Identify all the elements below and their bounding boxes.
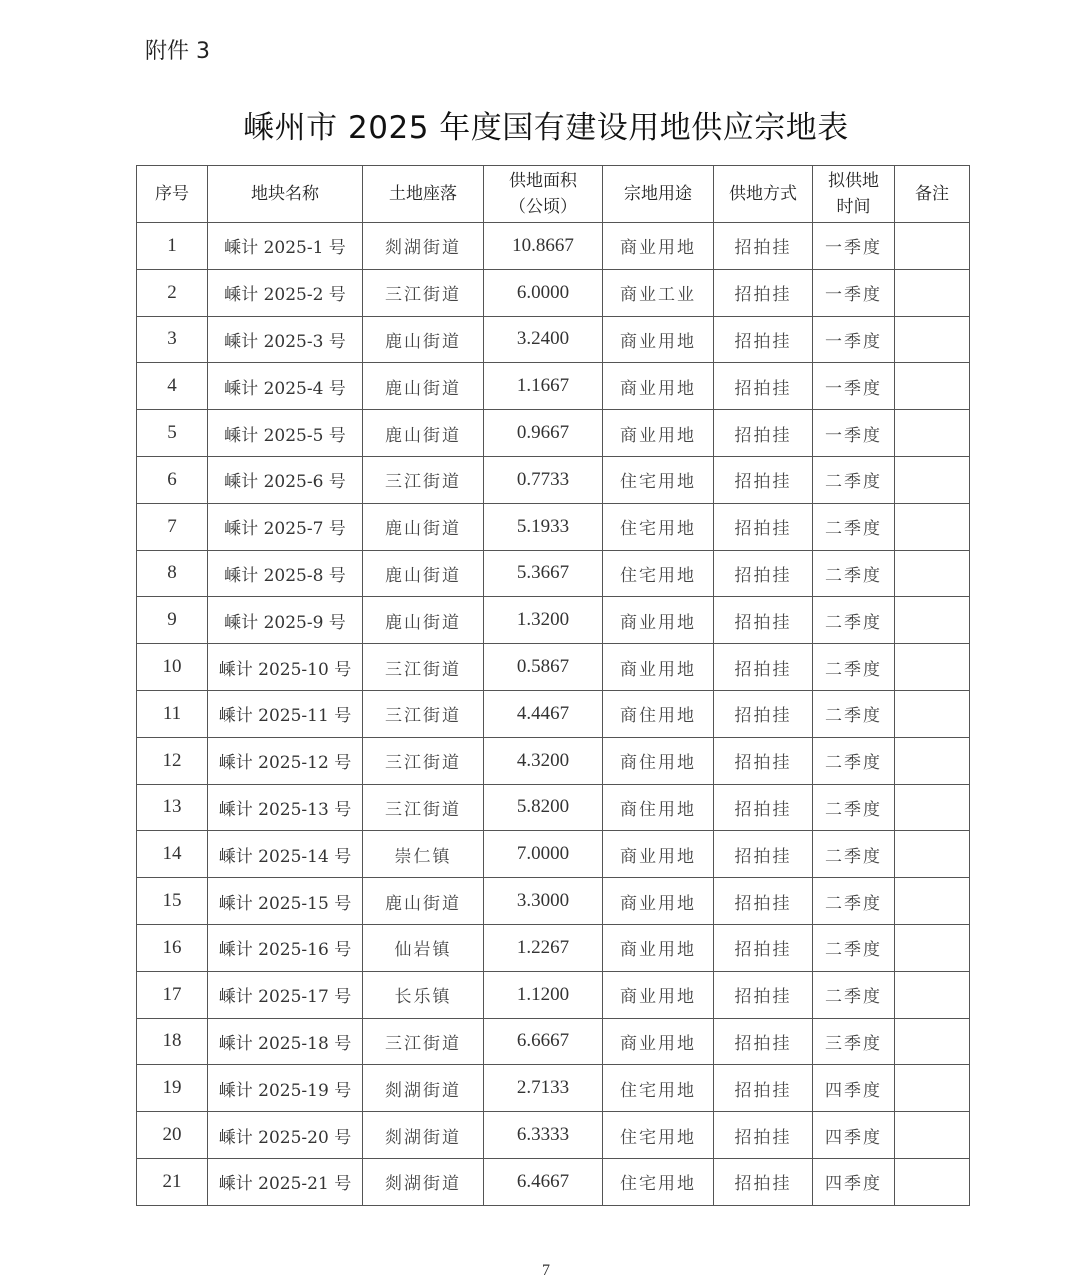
header-area-line1: 供地面积	[509, 171, 577, 191]
cell-plot-name: 嵊计 2025-3 号	[208, 316, 363, 363]
cell-remarks	[895, 503, 970, 550]
table-row	[137, 597, 970, 644]
cell-seq: 8	[137, 550, 208, 597]
cell-location: 三江街道	[363, 690, 484, 737]
cell-remarks	[895, 410, 970, 457]
table-row	[137, 644, 970, 691]
cell-seq: 6	[137, 456, 208, 503]
cell-location: 三江街道	[363, 269, 484, 316]
cell-method: 招拍挂	[714, 1112, 813, 1159]
cell-plot-name: 嵊计 2025-15 号	[208, 878, 363, 925]
cell-area: 0.5867	[484, 644, 603, 691]
cell-location: 鹿山街道	[363, 316, 484, 363]
cell-usage: 商业用地	[603, 971, 714, 1018]
cell-plot-name: 嵊计 2025-8 号	[208, 550, 363, 597]
cell-supply-time: 四季度	[813, 1158, 895, 1205]
cell-supply-time: 二季度	[813, 550, 895, 597]
table-row	[137, 410, 970, 457]
cell-seq: 16	[137, 924, 208, 971]
table-row	[137, 550, 970, 597]
cell-remarks	[895, 831, 970, 878]
cell-supply-time: 二季度	[813, 503, 895, 550]
table-row	[137, 503, 970, 550]
cell-seq: 4	[137, 363, 208, 410]
cell-method: 招拍挂	[714, 456, 813, 503]
cell-usage: 商业工业	[603, 269, 714, 316]
cell-area: 5.3667	[484, 550, 603, 597]
cell-method: 招拍挂	[714, 1018, 813, 1065]
cell-remarks	[895, 737, 970, 784]
cell-plot-name: 嵊计 2025-4 号	[208, 363, 363, 410]
cell-plot-name: 嵊计 2025-17 号	[208, 971, 363, 1018]
cell-area: 5.1933	[484, 503, 603, 550]
cell-area: 5.8200	[484, 784, 603, 831]
cell-seq: 21	[137, 1158, 208, 1205]
cell-remarks	[895, 456, 970, 503]
cell-usage: 商住用地	[603, 737, 714, 784]
cell-supply-time: 二季度	[813, 690, 895, 737]
cell-location: 长乐镇	[363, 971, 484, 1018]
header-location: 土地座落	[363, 166, 484, 223]
cell-plot-name: 嵊计 2025-9 号	[208, 597, 363, 644]
header-area-line2: （公顷）	[509, 197, 577, 217]
cell-method: 招拍挂	[714, 690, 813, 737]
cell-remarks	[895, 1112, 970, 1159]
cell-usage: 住宅用地	[603, 1158, 714, 1205]
cell-seq: 1	[137, 223, 208, 270]
table-row	[137, 831, 970, 878]
cell-usage: 商住用地	[603, 690, 714, 737]
cell-location: 仙岩镇	[363, 924, 484, 971]
cell-area: 7.0000	[484, 831, 603, 878]
table-row	[137, 784, 970, 831]
cell-area: 6.3333	[484, 1112, 603, 1159]
cell-usage: 商业用地	[603, 831, 714, 878]
cell-plot-name: 嵊计 2025-21 号	[208, 1158, 363, 1205]
cell-supply-time: 一季度	[813, 316, 895, 363]
attachment-label: 附件 3	[145, 39, 210, 64]
cell-usage: 商业用地	[603, 316, 714, 363]
header-seq: 序号	[137, 166, 208, 223]
cell-usage: 商业用地	[603, 924, 714, 971]
cell-plot-name: 嵊计 2025-19 号	[208, 1065, 363, 1112]
table-row	[137, 1018, 970, 1065]
cell-location: 崇仁镇	[363, 831, 484, 878]
cell-location: 剡湖街道	[363, 1158, 484, 1205]
cell-supply-time: 二季度	[813, 971, 895, 1018]
table-row	[137, 971, 970, 1018]
cell-location: 三江街道	[363, 737, 484, 784]
cell-area: 3.2400	[484, 316, 603, 363]
cell-method: 招拍挂	[714, 1065, 813, 1112]
cell-area: 1.2267	[484, 924, 603, 971]
cell-usage: 商住用地	[603, 784, 714, 831]
cell-remarks	[895, 1065, 970, 1112]
cell-location: 鹿山街道	[363, 597, 484, 644]
table-row	[137, 456, 970, 503]
cell-plot-name: 嵊计 2025-11 号	[208, 690, 363, 737]
cell-supply-time: 四季度	[813, 1065, 895, 1112]
table-body	[137, 223, 970, 1206]
land-supply-table	[136, 165, 970, 1206]
cell-plot-name: 嵊计 2025-2 号	[208, 269, 363, 316]
cell-location: 鹿山街道	[363, 550, 484, 597]
cell-area: 1.3200	[484, 597, 603, 644]
cell-location: 剡湖街道	[363, 1112, 484, 1159]
cell-seq: 2	[137, 269, 208, 316]
cell-area: 1.1667	[484, 363, 603, 410]
cell-method: 招拍挂	[714, 503, 813, 550]
table-header-row	[137, 166, 970, 223]
cell-plot-name: 嵊计 2025-13 号	[208, 784, 363, 831]
cell-remarks	[895, 644, 970, 691]
cell-remarks	[895, 597, 970, 644]
header-method: 供地方式	[714, 166, 813, 223]
cell-supply-time: 二季度	[813, 597, 895, 644]
cell-location: 三江街道	[363, 1018, 484, 1065]
cell-usage: 住宅用地	[603, 456, 714, 503]
cell-seq: 14	[137, 831, 208, 878]
cell-area: 6.0000	[484, 269, 603, 316]
cell-area: 4.3200	[484, 737, 603, 784]
cell-seq: 3	[137, 316, 208, 363]
header-time-line1: 拟供地	[828, 171, 879, 191]
cell-method: 招拍挂	[714, 269, 813, 316]
table-row	[137, 363, 970, 410]
cell-seq: 20	[137, 1112, 208, 1159]
cell-plot-name: 嵊计 2025-10 号	[208, 644, 363, 691]
cell-location: 三江街道	[363, 456, 484, 503]
document-title: 嵊州市 2025 年度国有建设用地供应宗地表	[243, 110, 849, 146]
header-area	[484, 166, 603, 223]
cell-usage: 住宅用地	[603, 503, 714, 550]
cell-method: 招拍挂	[714, 737, 813, 784]
cell-seq: 9	[137, 597, 208, 644]
cell-area: 3.3000	[484, 878, 603, 925]
cell-location: 鹿山街道	[363, 410, 484, 457]
cell-seq: 11	[137, 690, 208, 737]
cell-remarks	[895, 924, 970, 971]
cell-seq: 15	[137, 878, 208, 925]
header-time-line2: 时间	[836, 197, 871, 217]
cell-supply-time: 二季度	[813, 737, 895, 784]
table-row	[137, 269, 970, 316]
header-usage: 宗地用途	[603, 166, 714, 223]
cell-usage: 商业用地	[603, 410, 714, 457]
cell-usage: 商业用地	[603, 363, 714, 410]
cell-usage: 住宅用地	[603, 550, 714, 597]
cell-method: 招拍挂	[714, 971, 813, 1018]
cell-remarks	[895, 690, 970, 737]
cell-plot-name: 嵊计 2025-6 号	[208, 456, 363, 503]
cell-plot-name: 嵊计 2025-12 号	[208, 737, 363, 784]
cell-supply-time: 二季度	[813, 831, 895, 878]
table-row	[137, 1112, 970, 1159]
table-row	[137, 316, 970, 363]
cell-seq: 18	[137, 1018, 208, 1065]
cell-supply-time: 一季度	[813, 223, 895, 270]
cell-usage: 商业用地	[603, 644, 714, 691]
cell-plot-name: 嵊计 2025-16 号	[208, 924, 363, 971]
cell-method: 招拍挂	[714, 363, 813, 410]
cell-area: 2.7133	[484, 1065, 603, 1112]
cell-supply-time: 二季度	[813, 644, 895, 691]
cell-location: 三江街道	[363, 784, 484, 831]
cell-plot-name: 嵊计 2025-20 号	[208, 1112, 363, 1159]
cell-method: 招拍挂	[714, 223, 813, 270]
cell-remarks	[895, 971, 970, 1018]
cell-seq: 12	[137, 737, 208, 784]
cell-method: 招拍挂	[714, 784, 813, 831]
cell-location: 剡湖街道	[363, 1065, 484, 1112]
table-row	[137, 223, 970, 270]
cell-plot-name: 嵊计 2025-7 号	[208, 503, 363, 550]
cell-remarks	[895, 1158, 970, 1205]
cell-remarks	[895, 878, 970, 925]
cell-supply-time: 二季度	[813, 456, 895, 503]
cell-seq: 13	[137, 784, 208, 831]
table-row	[137, 1065, 970, 1112]
cell-supply-time: 四季度	[813, 1112, 895, 1159]
page-number: 7	[542, 1262, 550, 1279]
table-row	[137, 690, 970, 737]
table-row	[137, 924, 970, 971]
cell-area: 0.7733	[484, 456, 603, 503]
cell-usage: 住宅用地	[603, 1112, 714, 1159]
cell-area: 6.4667	[484, 1158, 603, 1205]
cell-location: 三江街道	[363, 644, 484, 691]
cell-supply-time: 二季度	[813, 924, 895, 971]
cell-supply-time: 一季度	[813, 410, 895, 457]
header-name: 地块名称	[208, 166, 363, 223]
table-row	[137, 1158, 970, 1205]
cell-remarks	[895, 784, 970, 831]
cell-location: 剡湖街道	[363, 223, 484, 270]
cell-location: 鹿山街道	[363, 363, 484, 410]
cell-method: 招拍挂	[714, 597, 813, 644]
cell-method: 招拍挂	[714, 410, 813, 457]
cell-area: 4.4467	[484, 690, 603, 737]
cell-location: 鹿山街道	[363, 503, 484, 550]
cell-location: 鹿山街道	[363, 878, 484, 925]
cell-remarks	[895, 269, 970, 316]
cell-area: 0.9667	[484, 410, 603, 457]
cell-method: 招拍挂	[714, 1158, 813, 1205]
cell-area: 10.8667	[484, 223, 603, 270]
cell-remarks	[895, 363, 970, 410]
cell-area: 1.1200	[484, 971, 603, 1018]
header-remarks: 备注	[895, 166, 970, 223]
cell-plot-name: 嵊计 2025-14 号	[208, 831, 363, 878]
cell-supply-time: 一季度	[813, 269, 895, 316]
cell-method: 招拍挂	[714, 316, 813, 363]
cell-method: 招拍挂	[714, 878, 813, 925]
cell-remarks	[895, 223, 970, 270]
cell-plot-name: 嵊计 2025-5 号	[208, 410, 363, 457]
header-time	[813, 166, 895, 223]
cell-remarks	[895, 1018, 970, 1065]
cell-usage: 商业用地	[603, 878, 714, 925]
cell-usage: 商业用地	[603, 1018, 714, 1065]
cell-plot-name: 嵊计 2025-1 号	[208, 223, 363, 270]
cell-seq: 17	[137, 971, 208, 1018]
cell-seq: 10	[137, 644, 208, 691]
table-row	[137, 878, 970, 925]
cell-supply-time: 一季度	[813, 363, 895, 410]
cell-supply-time: 三季度	[813, 1018, 895, 1065]
cell-usage: 商业用地	[603, 223, 714, 270]
cell-supply-time: 二季度	[813, 878, 895, 925]
cell-supply-time: 二季度	[813, 784, 895, 831]
cell-area: 6.6667	[484, 1018, 603, 1065]
cell-usage: 住宅用地	[603, 1065, 714, 1112]
cell-seq: 7	[137, 503, 208, 550]
cell-remarks	[895, 316, 970, 363]
cell-remarks	[895, 550, 970, 597]
cell-usage: 商业用地	[603, 597, 714, 644]
cell-method: 招拍挂	[714, 831, 813, 878]
cell-plot-name: 嵊计 2025-18 号	[208, 1018, 363, 1065]
cell-seq: 5	[137, 410, 208, 457]
cell-method: 招拍挂	[714, 550, 813, 597]
cell-method: 招拍挂	[714, 924, 813, 971]
table-row	[137, 737, 970, 784]
cell-seq: 19	[137, 1065, 208, 1112]
cell-method: 招拍挂	[714, 644, 813, 691]
